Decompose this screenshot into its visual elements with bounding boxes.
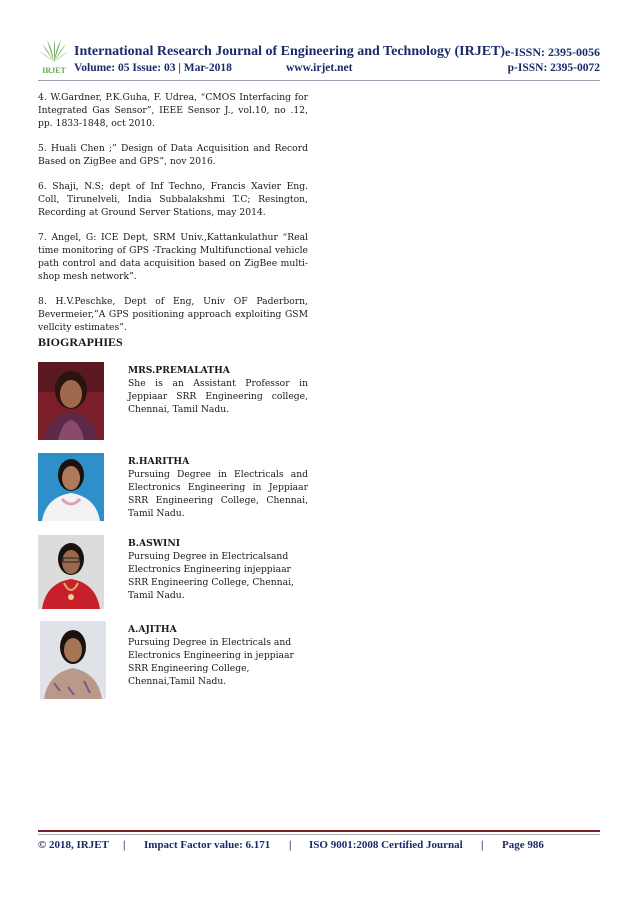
footer-copyright: © 2018, IRJET (38, 839, 109, 851)
footer-separator: | (289, 839, 292, 851)
biography-name: B.ASWINI (128, 538, 181, 549)
biography-entry (38, 535, 308, 610)
footer-separator: | (481, 839, 484, 851)
references-list (38, 91, 308, 346)
logo-text: IRJET (42, 66, 66, 75)
journal-website-link[interactable]: www.irjet.net (286, 62, 353, 74)
e-issn: e-ISSN: 2395-0056 (505, 45, 600, 59)
biography-name: A.AJITHA (128, 624, 177, 635)
biographies-heading: BIOGRAPHIES (38, 335, 123, 349)
biography-description: Pursuing Degree in Electricals and Electronics Engineering in jeppiaar SRR Engineering College, Chennai,Tamil Nadu. (128, 637, 294, 687)
volume-issue: Volume: 05 Issue: 03 | Mar-2018 (74, 62, 232, 74)
biography-entry (38, 362, 308, 442)
header-divider (38, 80, 600, 81)
reference-item: 7. Angel, G: ICE Dept, SRM Univ.,Kattankulathur “Real time monitoring of GPS -Tracking Multifunctional vehicle path control and data acquisition based on ZigBee multi-shop mesh network”. (38, 232, 308, 282)
page-header (38, 36, 600, 80)
footer-iso-certification: ISO 9001:2008 Certified Journal (309, 839, 463, 851)
footer-page-number: Page 986 (502, 839, 544, 851)
reference-item: 5. Huali Chen ;” Design of Data Acquisition and Record Based on ZigBee and GPS”, nov 2016. (38, 143, 308, 167)
reference-item: 6. Shaji, N.S; dept of Inf Techno, Francis Xavier Eng. Coll, Tirunelveli, India Subbalakshmi T.C; Resington, Recording at Ground Server Stations, may 2014. (38, 181, 308, 218)
biography-name: R.HARITHA (128, 456, 190, 467)
portrait-photo (38, 535, 104, 609)
footer-impact-factor: Impact Factor value: 6.171 (144, 839, 271, 851)
portrait-photo (38, 453, 104, 521)
biography-description: Pursuing Degree in Electricals and Electronics Engineering in Jeppiaar SRR Engineering College, Chennai, Tamil Nadu. (128, 469, 308, 519)
reference-item: 4. W.Gardner, P.K.Guha, F. Udrea, “CMOS Interfacing for Integrated Gas Sensor”, IEEE Sensor J., vol.10, no .12, pp. 1833-1848, oct 2010. (38, 92, 308, 129)
p-issn: p-ISSN: 2395-0072 (507, 62, 600, 74)
footer-separator: | (123, 839, 126, 851)
biography-description: She is an Assistant Professor in Jeppiaar SRR Engineering college, Chennai, Tamil Nadu. (128, 378, 308, 415)
biography-entry (38, 621, 308, 701)
biography-name: MRS.PREMALATHA (128, 365, 230, 376)
portrait-photo (38, 362, 104, 440)
journal-title: International Research Journal of Engineering and Technology (IRJET) (74, 44, 506, 59)
biography-description: Pursuing Degree in Electricalsand Electronics Engineering injeppiaar SRR Engineering College, Chennai, Tamil Nadu. (128, 551, 294, 601)
footer-rule (38, 830, 600, 832)
biography-entry (38, 453, 308, 523)
irjet-logo-icon (38, 38, 70, 76)
reference-item: 8. H.V.Peschke, Dept of Eng, Univ OF Paderborn, Bevermeier,”A GPS positioning approach exploiting GSM vellcity estimates”. (38, 296, 308, 333)
footer-rule-thin (38, 834, 600, 835)
portrait-photo (40, 621, 106, 699)
